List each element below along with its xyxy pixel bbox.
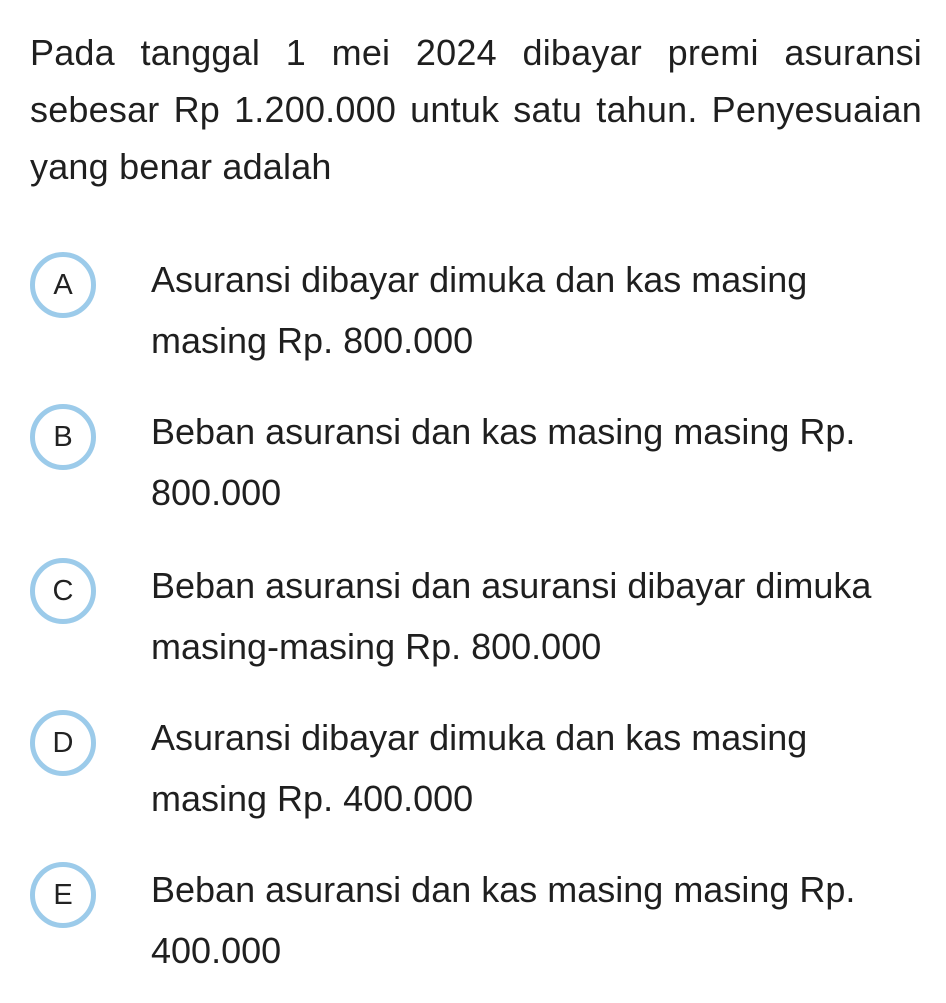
option-d-letter: D: [52, 726, 74, 759]
option-c-text: Beban asuransi dan asuransi dibayar dimuka masing-masing Rp. 800.000: [151, 565, 872, 667]
option-a-circle[interactable]: [30, 252, 96, 318]
option-b[interactable]: [30, 392, 910, 532]
option-e-circle[interactable]: [30, 862, 96, 928]
option-e-text: Beban asuransi dan kas masing masing Rp. 400.000: [151, 869, 856, 971]
option-d-circle[interactable]: [30, 710, 96, 776]
option-a-letter: A: [53, 268, 73, 301]
option-c-letter: C: [52, 574, 74, 607]
option-b-circle[interactable]: [30, 404, 96, 470]
option-d-text: Asuransi dibayar dimuka dan kas masing masing Rp. 400.000: [151, 717, 808, 819]
option-c-circle[interactable]: [30, 558, 96, 624]
option-e[interactable]: [30, 850, 910, 990]
option-e-letter: E: [53, 878, 73, 911]
option-c[interactable]: [30, 546, 910, 686]
option-a[interactable]: [30, 240, 910, 380]
option-d[interactable]: [30, 698, 910, 838]
option-b-text: Beban asuransi dan kas masing masing Rp. 800.000: [151, 411, 856, 513]
option-a-text: Asuransi dibayar dimuka dan kas masing masing Rp. 800.000: [151, 259, 808, 361]
question-text: Pada tanggal 1 mei 2024 dibayar premi asuransi sebesar Rp 1.200.000 untuk satu tahun. Penyesuaian yang benar adalah: [30, 32, 922, 187]
option-b-letter: B: [53, 420, 73, 453]
